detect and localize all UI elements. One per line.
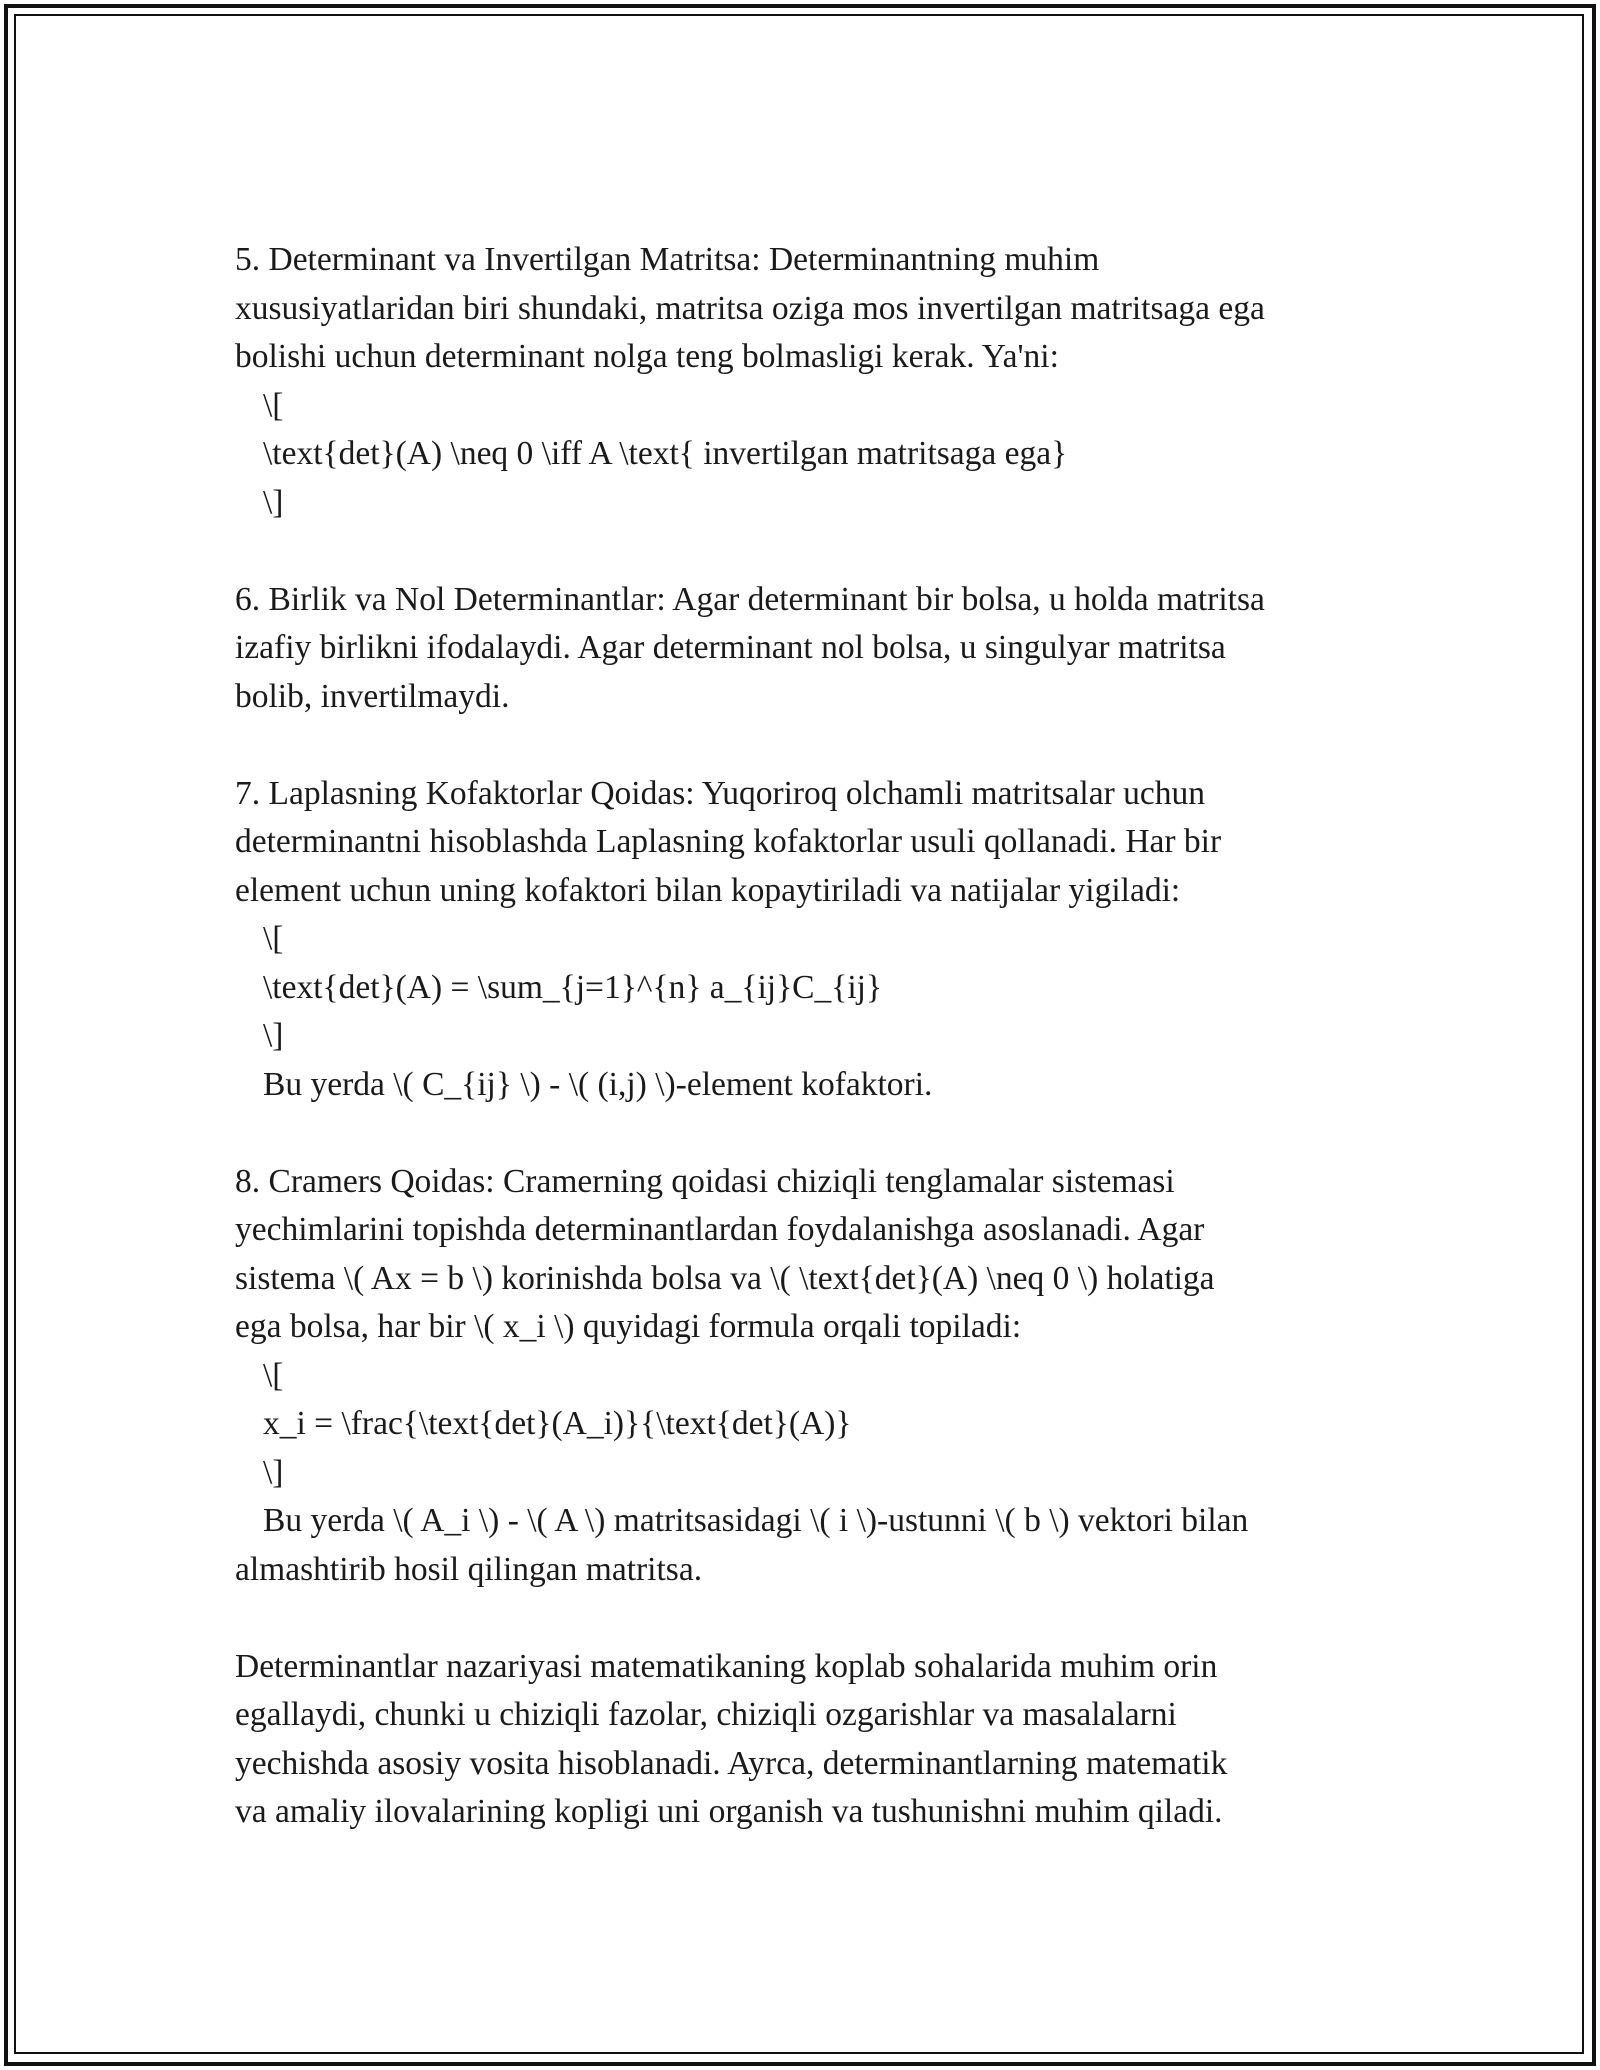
text-line: ega bolsa, har bir \( x_i \) quyidagi formula orqali topiladi: (235, 1308, 1022, 1345)
text-line: va amaliy ilovalarining kopligi uni organish va tushunishni muhim qiladi. (235, 1793, 1223, 1830)
text-line: 7. Laplasning Kofaktorlar Qoidas: Yuqoriroq olchamli matritsalar uchun (235, 774, 1206, 812)
text-line: izafiy birlikni ifodalaydi. Agar determinant nol bolsa, u singulyar matritsa (235, 629, 1226, 666)
text-line: determinantni hisoblashda Laplasning kofaktorlar usuli qollanadi. Har bir (235, 823, 1222, 860)
text-line: bolib, invertilmaydi. (235, 677, 510, 715)
math-line: \text{det}(A) = \sum_{j=1}^{n} a_{ij}C_{ij} (263, 968, 883, 1006)
text-line: sistema \( Ax = b \) korinishda bolsa va \( \text{det}(A) \neq 0 \) holatiga (235, 1259, 1215, 1297)
section-determinant-invertible (235, 236, 1385, 527)
text-line: yechimlarini topishda determinantlardan foydalanishga asoslanadi. Agar (235, 1211, 1205, 1248)
text-line: almashtirib hosil qilingan matritsa. (235, 1550, 703, 1588)
text-line: 8. Cramers Qoidas: Cramerning qoidasi chiziqli tenglamalar sistemasi (235, 1162, 1175, 1200)
math-line: x_i = \frac{\text{det}(A_i)}{\text{det}(A)} (263, 1405, 852, 1442)
document-page (235, 236, 1385, 1885)
math-line: \] (263, 1017, 284, 1054)
section-laplace-cofactors (235, 770, 1385, 1110)
math-line: \] (263, 1453, 284, 1491)
section-cramers-rule (235, 1158, 1385, 1595)
text-line: xususiyatlaridan biri shundaki, matritsa oziga mos invertilgan matritsaga ega (235, 289, 1265, 327)
section-unit-zero-determinants (235, 576, 1385, 722)
section-conclusion (235, 1643, 1385, 1837)
text-line: egallaydi, chunki u chiziqli fazolar, chiziqli ozgarishlar va masalalarni (235, 1696, 1177, 1733)
text-line: bolishi uchun determinant nolga teng bolmasligi kerak. Ya'ni: (235, 338, 1059, 375)
text-line: 6. Birlik va Nol Determinantlar: Agar determinant bir bolsa, u holda matritsa (235, 580, 1265, 618)
math-line: \text{det}(A) \neq 0 \iff A \text{ invertilgan matritsaga ega} (263, 435, 1068, 472)
math-line: Bu yerda \( C_{ij} \) - \( (i,j) \)-element kofaktori. (263, 1065, 933, 1103)
text-line: element uchun uning kofaktori bilan kopaytiriladi va natijalar yigiladi: (235, 871, 1181, 909)
math-line: \[ (263, 386, 284, 424)
text-line: Determinantlar nazariyasi matematikaning koplab sohalarida muhim orin (235, 1647, 1218, 1685)
math-line: \[ (263, 1356, 284, 1394)
text-line: yechishda asosiy vosita hisoblanadi. Ayrca, determinantlarning matematik (235, 1744, 1228, 1782)
math-line: Bu yerda \( A_i \) - \( A \) matritsasidagi \( i \)-ustunni \( b \) vektori bilan (263, 1502, 1249, 1539)
text-line: 5. Determinant va Invertilgan Matritsa: Determinantning muhim (235, 241, 1100, 278)
math-line: \] (263, 483, 284, 521)
math-line: \[ (263, 920, 284, 957)
